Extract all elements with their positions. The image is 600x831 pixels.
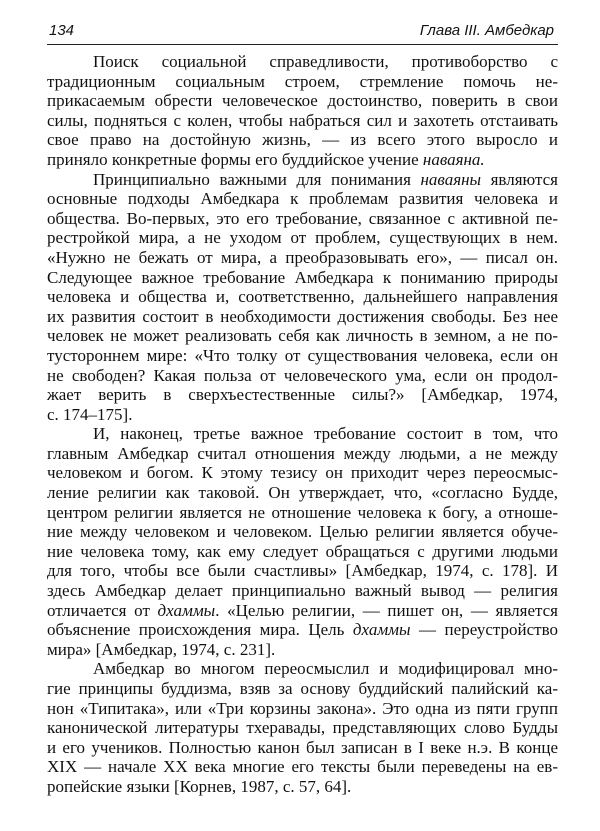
- text-segment: Принципиально важными для понимания: [93, 169, 421, 189]
- text-segment: их развития состоит в необходимости достижения свободы. Без нее: [47, 306, 558, 326]
- text-segment: человека и общества и, соответственно, дальнейшего направления: [47, 287, 558, 307]
- text-segment: человек не может реализовать себя как личность в земном, а не по-: [47, 326, 558, 346]
- text-line: [47, 72, 558, 92]
- text-segment: являются: [481, 169, 558, 189]
- page-number: 134: [49, 22, 75, 39]
- italic-term: дхаммы: [352, 620, 411, 640]
- text-line: [47, 287, 558, 307]
- text-line: [47, 228, 558, 248]
- text-segment: Поиск социальной справедливости, противоборство с: [93, 52, 558, 71]
- text-line: [47, 718, 558, 738]
- page-body: [47, 52, 558, 797]
- text-segment: приняло конкретные формы его буддийское учение: [47, 149, 423, 169]
- text-segment: здесь Амбедкар делает принципиально важный вывод — религия: [47, 581, 558, 601]
- text-line: [47, 561, 558, 581]
- text-line: [47, 170, 558, 190]
- text-line: [47, 91, 558, 111]
- text-segment: основные подходы Амбедкара к проблемам развития человека и: [47, 189, 558, 209]
- text-line: [47, 405, 558, 425]
- text-line: [47, 268, 558, 288]
- text-segment: И, наконец, третье важное требование состоит в том, что: [93, 424, 558, 444]
- text-line: [47, 777, 558, 797]
- text-segment: «Нужно не бежать от мира, а преобразовывать его», — писал он.: [47, 247, 558, 267]
- text-line: [47, 346, 558, 366]
- text-line: [47, 209, 558, 229]
- text-segment: отличается от: [47, 600, 158, 620]
- text-segment: свое право на достойную жизнь, — из всего этого выросло и: [47, 130, 558, 150]
- text-segment: традиционным социальным строем, стремление помочь не-: [47, 71, 558, 91]
- text-segment: ление религии как таковой. Он утверждает, что, «согласно Будде,: [47, 483, 558, 503]
- italic-term: наваяна.: [422, 149, 485, 169]
- paragraph: [47, 170, 558, 425]
- text-segment: ропейские языки [Корнев, 1987, с. 57, 64].: [47, 776, 352, 796]
- text-line: [47, 326, 558, 346]
- text-line: [47, 483, 558, 503]
- text-line: [47, 150, 558, 170]
- text-segment: тустороннем мире: «Что толку от существования человека, если он: [47, 345, 558, 365]
- text-line: [47, 640, 558, 660]
- text-segment: объяснение происхождения мира. Цель: [47, 620, 353, 640]
- italic-term: наваяны: [420, 169, 482, 189]
- text-line: [47, 542, 558, 562]
- text-line: [47, 307, 558, 327]
- text-segment: силы, подняться с колен, чтобы набраться сил и захотеть отстаивать: [47, 110, 558, 130]
- text-line: [47, 522, 558, 542]
- text-line: [47, 52, 558, 72]
- paragraph: [47, 424, 558, 659]
- text-segment: для того, чтобы все были счастливы» [Амбедкар, 1974, с. 178]. И: [47, 561, 558, 581]
- text-segment: — переустройство: [410, 620, 558, 640]
- text-line: [47, 130, 558, 150]
- text-segment: рестройкой мира, а не уходом от проблем, существующих в нем.: [47, 228, 558, 248]
- text-line: [47, 366, 558, 386]
- text-line: [47, 738, 558, 758]
- running-header: [47, 20, 558, 45]
- text-line: [47, 581, 558, 601]
- text-line: [47, 601, 558, 621]
- text-segment: общества. Во-первых, это его требование, связанное с активной пе-: [47, 208, 558, 228]
- text-segment: ние между человеком и человеком. Целью религии является обуче-: [47, 522, 558, 542]
- text-segment: Следующее важное требование Амбедкара к пониманию природы: [47, 267, 558, 287]
- text-line: [47, 757, 558, 777]
- text-segment: с. 174–175].: [47, 404, 133, 424]
- text-segment: XIX — начале XX века многие его тексты были переведены на ев-: [47, 757, 558, 777]
- text-line: [47, 463, 558, 483]
- text-line: [47, 424, 558, 444]
- text-line: [47, 189, 558, 209]
- text-line: [47, 385, 558, 405]
- text-line: [47, 679, 558, 699]
- italic-term: дхаммы: [157, 600, 216, 620]
- text-segment: мира» [Амбедкар, 1974, с. 231].: [47, 639, 276, 659]
- text-segment: главным Амбедкар считал отношения между людьми, а не между: [47, 443, 558, 463]
- text-segment: Амбедкар во многом переосмыслил и модифицировал мно-: [93, 659, 558, 679]
- text-line: [47, 248, 558, 268]
- paragraph: [47, 659, 558, 796]
- text-line: [47, 699, 558, 719]
- text-line: [47, 503, 558, 523]
- text-line: [47, 620, 558, 640]
- text-segment: человеком и богом. К этому тезису он приходит через переосмыс-: [47, 463, 558, 483]
- text-line: [47, 444, 558, 464]
- text-segment: прикасаемым обрести человеческое достоинство, поверить в свои: [47, 91, 558, 111]
- paragraph: [47, 52, 558, 170]
- text-segment: центром религии является не отношение человека к богу, а отноше-: [47, 502, 558, 522]
- text-line: [47, 111, 558, 131]
- text-segment: и его учеников. Полностью канон был записан в I веке н.э. В конце: [47, 737, 558, 757]
- text-segment: жает верить в сверхъестественные силы?» [Амбедкар, 1974,: [47, 385, 558, 405]
- text-segment: нон «Типитака», или «Три корзины закона». Это одна из пяти групп: [47, 698, 558, 718]
- text-segment: гие принципы буддизма, взяв за основу буддийский палийский ка-: [47, 679, 558, 698]
- text-segment: канонической литературы тхеравады, представляющих слово Будды: [47, 718, 558, 738]
- text-segment: не свободен? Какая польза от человеческого ума, если он продол-: [47, 365, 558, 385]
- text-segment: ние человека тому, как ему следует обращаться с другими людьми: [47, 541, 558, 561]
- text-line: [47, 659, 558, 679]
- chapter-title: Глава III. Амбедкар: [419, 22, 554, 39]
- text-segment: . «Целью религии, — пишет он, — является: [215, 600, 558, 620]
